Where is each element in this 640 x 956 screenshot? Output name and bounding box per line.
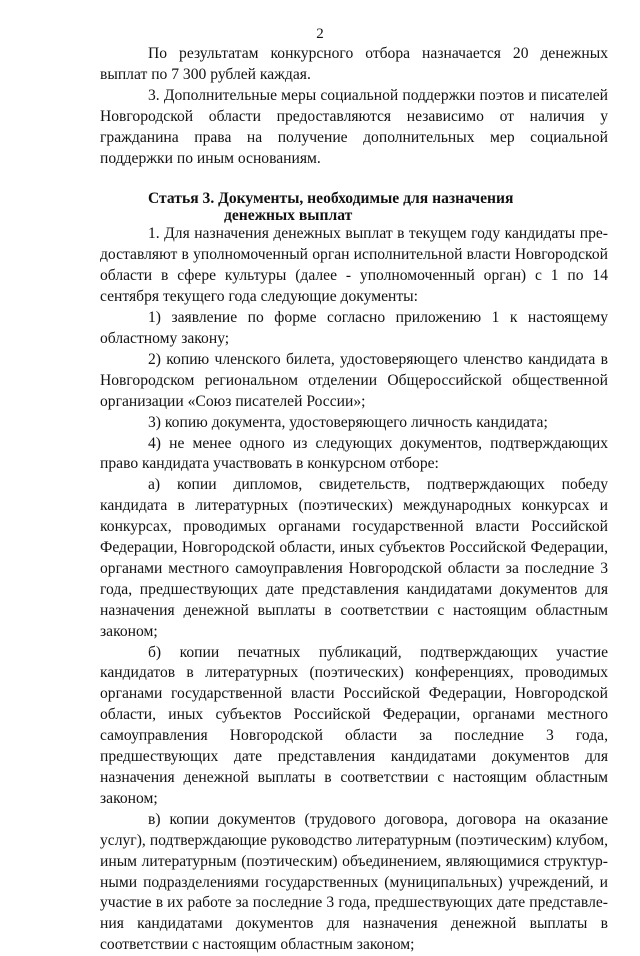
paragraph-1-documents: 1. Для назначения денежных выплат в текущем году кандидаты предоставляют в уполномоченный орган исполнительной власти Новгородской области в сфере культуры (далее - уполномоченный орган) с 1 по 14 сентября текущего года следующие документы: bbox=[100, 225, 608, 306]
item-4-supporting-documents: 4) не менее одного из следующих документов, подтверждающих право кандидата участвовать в конкурсном отборе: bbox=[100, 434, 608, 473]
item-1-application: 1) заявление по форме согласно приложению 1 к настоящему областному закону; bbox=[100, 309, 608, 347]
item-3-identity-document: 3) копию документа, удостоверяющего личность кандидата; bbox=[148, 413, 548, 431]
item-2-membership-card: 2) копию членского билета, удостоверяющего членство кандидата в Новгородском региональном отделении Общероссийской общественной организации «Союз писателей России»; bbox=[100, 350, 608, 410]
document-body bbox=[100, 44, 608, 956]
subitem-a-diplomas: а) копии дипломов, свидетельств, подтверждающих победу кандидата в литературных (поэтических) международных конкурсах и конкурсах, проводимых органами государственной власти Российской Федерации, Новгородской области, иных субъектов Российской Федерации, органами местного самоуправления Новгородской области за последние 3 года, предшествующих дате представления кандидатами документов для назначения денежной выплаты в соответствии с настоящим областным законом; bbox=[100, 476, 608, 640]
article-3-heading bbox=[100, 190, 608, 224]
paragraph-3-additional-measures: 3. Дополнительные меры социальной поддержки поэтов и писателей Новгородской области предоставляются независимо от наличия у гражданина права на получение дополнительных мер социальной поддержки по иным основаниям. bbox=[100, 86, 608, 167]
article-heading-line-1: Статья 3. Документы, необходимые для назначения bbox=[148, 190, 514, 208]
subitem-v-contracts: в) копии документов (трудового договора, договора на оказание услуг), подтверждающие руководство литературным (поэтическим) клубом, иным литературным (поэтическим) объединением, являющимися структурными подразделениями государственных (муниципальных) учреждений, и участие в их работе за последние 3 года, предшествующих дате представления кандидатами документов для назначения денежной выплаты в соответствии с настоящим областным законом; bbox=[100, 810, 608, 954]
article-heading-line-2: денежных выплат bbox=[224, 207, 353, 225]
page-number: 2 bbox=[316, 26, 324, 42]
subitem-b-publications: б) копии печатных публикаций, подтверждающих участие кандидатов в литературных (поэтических) конференциях, проводимых органами государственной власти Российской Федерации, Новгородской области, иных субъектов Российской Федерации, органами местного самоуправления Новгородской области за последние 3 года, предшествующих дате представления кандидатами документов для назначения денежной выплаты в соответствии с настоящим областным законом; bbox=[100, 643, 608, 807]
paragraph-payments-count: По результатам конкурсного отбора назначается 20 денежных выплат по 7 300 рублей каждая. bbox=[100, 45, 608, 83]
